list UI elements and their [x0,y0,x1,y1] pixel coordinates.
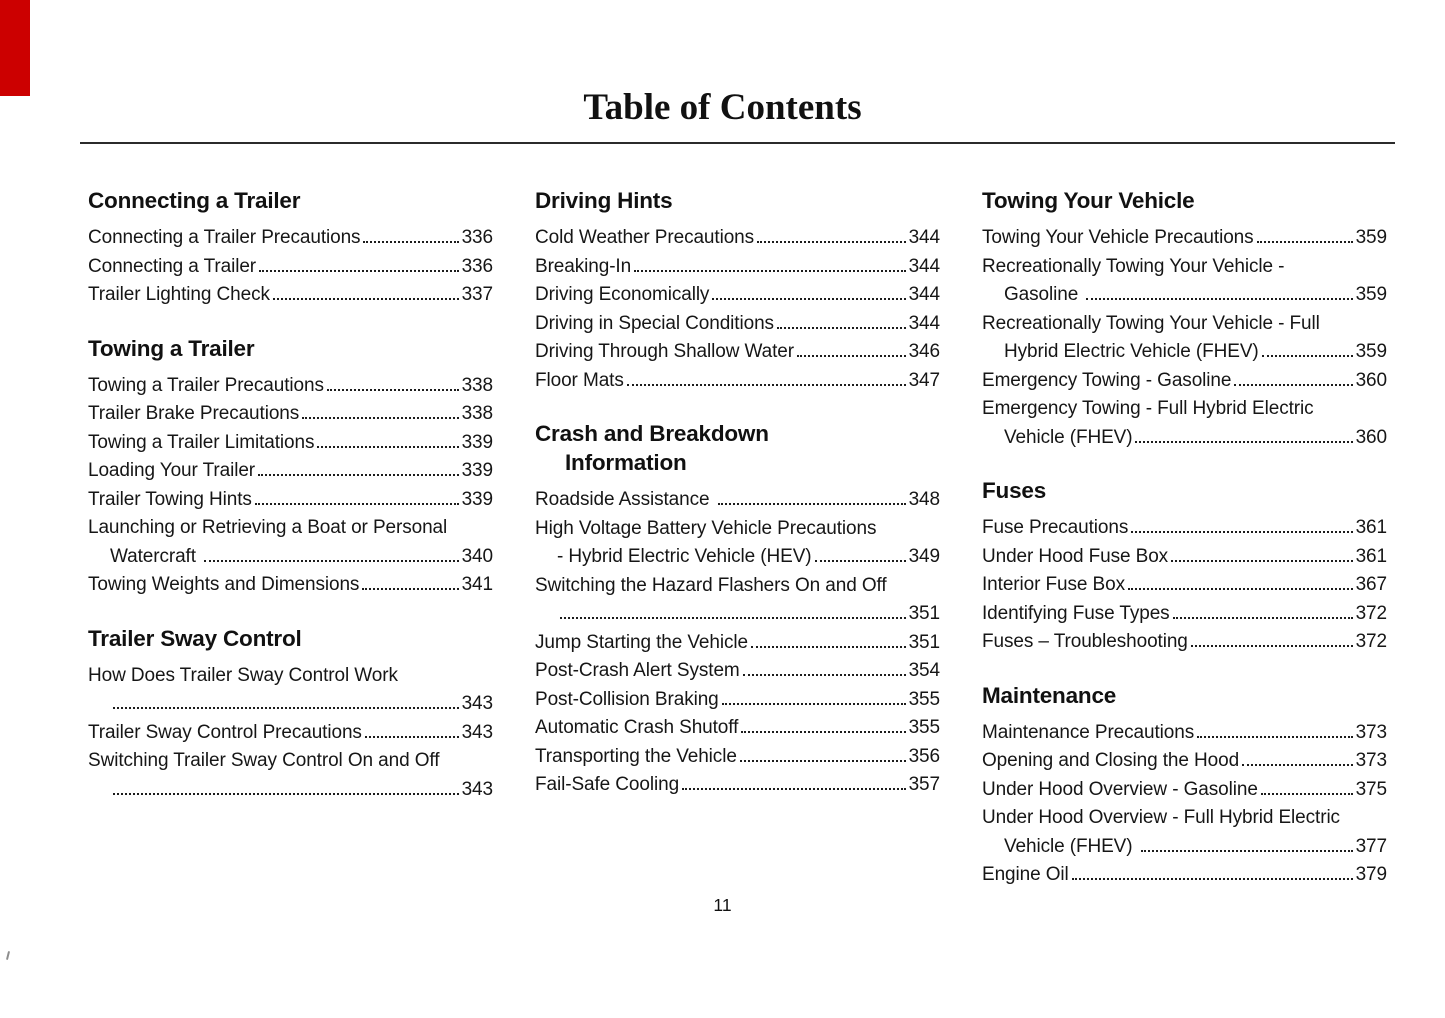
toc-entry [982,514,1387,543]
dot-leader [204,560,458,562]
toc-entry-line [982,571,1387,600]
entry-text: Towing Your Vehicle Precautions [982,227,1254,248]
toc-entry [982,367,1387,396]
toc-entry-line [88,253,493,282]
dot-leader [1135,441,1352,443]
entry-page-number: 373 [1355,750,1387,771]
entry-page-number: 341 [461,574,493,595]
toc-entry [982,600,1387,629]
entry-page-number: 339 [461,460,493,481]
entry-text: Jump Starting the Vehicle [535,631,748,653]
entry-text: Emergency Towing - Gasoline [982,369,1232,391]
toc-entry [88,429,493,458]
toc-entry [88,747,493,804]
entry-text: Towing Weights and Dimensions [88,574,360,595]
entry-page-number: 346 [908,341,940,362]
toc-entry [982,747,1387,776]
toc-entry-line [88,662,493,691]
toc-entry [982,861,1387,890]
toc-entry-line [88,400,493,429]
entry-page-number: 360 [1355,426,1387,448]
toc-entry-line [88,690,493,719]
toc-section [982,476,1387,657]
toc-column-3 [982,186,1387,914]
entry-text: Connecting a Trailer Precautions [88,227,361,248]
toc-entry [88,281,493,310]
toc-entry-line [982,719,1387,748]
toc-entry-line [982,543,1387,572]
entry-text: Loading Your Trailer [88,460,256,481]
dot-leader [258,474,459,476]
toc-entry-line [535,572,940,601]
entry-text: High Voltage Battery Vehicle Precautions [535,517,877,539]
dot-leader [560,617,906,619]
dot-leader [302,417,458,419]
toc-entry-line [88,747,493,776]
dot-leader [743,674,906,676]
section-title: Fuses [982,478,1047,503]
dot-leader [741,731,905,733]
entry-text: Towing a Trailer Limitations [88,431,315,453]
entry-page-number: 344 [908,227,940,248]
dot-leader [365,736,459,738]
entry-page-number: 336 [461,255,493,277]
section-title: Trailer Sway Control [88,625,302,651]
toc-entry [982,224,1387,253]
toc-column-2 [535,186,940,824]
entry-text: Floor Mats [535,369,624,391]
dot-leader [1191,645,1353,647]
toc-entry [982,776,1387,805]
toc-entry-line [535,743,940,772]
dot-leader [113,707,459,709]
dot-leader [1171,560,1353,562]
section-title: Driving Hints [535,188,673,213]
toc-entry-line [88,281,493,310]
toc-entry-line [88,571,493,600]
toc-section [982,186,1387,452]
toc-entry-line [535,600,940,629]
toc-entry-line [535,338,940,367]
entry-text: Launching or Retrieving a Boat or Personal [88,517,448,538]
entry-page-number: 375 [1355,778,1387,800]
toc-entry-line [88,719,493,748]
toc-entry-line [535,714,940,743]
toc-entry-line [88,457,493,486]
toc-entry-line [982,310,1387,339]
toc-entry-line [982,514,1387,543]
entry-page-number: 361 [1355,545,1387,567]
toc-entry-line [535,310,940,339]
dot-leader [1234,384,1352,386]
entry-text: Trailer Sway Control Precautions [88,721,362,743]
toc-entry-line [982,253,1387,282]
entry-page-number: 357 [908,774,940,795]
entry-text: Hybrid Electric Vehicle (FHEV) [1004,341,1259,362]
entry-page-number: 361 [1355,517,1387,538]
toc-entry [982,628,1387,657]
entry-text: Identifying Fuse Types [982,602,1170,624]
toc-entry-line [982,424,1387,453]
title-divider [80,142,1395,144]
section-title: Maintenance [982,682,1117,708]
toc-entry-line [535,253,940,282]
page-number: 11 [713,895,732,915]
entry-text: Recreationally Towing Your Vehicle - Full [982,312,1320,334]
toc-entry [982,395,1387,452]
toc-entry-line [88,776,493,805]
entry-text: Connecting a Trailer [88,255,257,277]
toc-entry [535,367,940,396]
toc-entry-line [88,514,493,543]
entry-text: Driving in Special Conditions [535,312,774,334]
toc-columns [88,186,1388,914]
dot-leader [682,788,906,790]
toc-entry-line [88,543,493,572]
entry-page-number: 339 [461,488,493,510]
entry-page-number: 351 [908,603,940,624]
entry-text: Opening and Closing the Hood [982,750,1240,771]
section-title: Connecting a Trailer [88,188,301,213]
dot-leader [627,384,906,386]
entry-text: Trailer Towing Hints [88,488,252,510]
toc-entry [982,804,1387,861]
entry-text: Switching the Hazard Flashers On and Off [535,574,887,596]
entry-page-number: 344 [908,255,940,277]
entry-text: Under Hood Overview - Gasoline [982,778,1258,800]
entry-page-number: 372 [1355,602,1387,624]
toc-section [535,419,940,800]
entry-page-number: 339 [461,431,493,453]
entry-page-number: 373 [1355,721,1387,743]
dot-leader [1128,588,1353,590]
toc-entry [982,571,1387,600]
entry-page-number: 343 [461,693,493,714]
dot-leader [712,298,905,300]
toc-entry-line [982,281,1387,310]
toc-entry [88,719,493,748]
dot-leader [317,446,458,448]
dot-leader [1141,850,1353,852]
toc-entry [535,253,940,282]
page-title: Table of Contents [583,87,862,128]
dot-leader [1262,355,1353,357]
entry-text: Fuse Precautions [982,517,1129,538]
toc-entry [88,514,493,571]
toc-entry-line [982,804,1387,833]
dot-leader [259,270,459,272]
toc-entry [535,771,940,800]
entry-page-number: 356 [908,745,940,767]
toc-section [88,186,493,310]
entry-text: Gasoline [1004,284,1084,305]
entry-page-number: 343 [461,721,493,743]
toc-entry [88,571,493,600]
entry-page-number: 349 [908,546,940,567]
toc-entry [535,338,940,367]
dot-leader [722,703,906,705]
dot-leader [1072,878,1353,880]
section-title: Towing a Trailer [88,335,255,361]
entry-text: Fail-Safe Cooling [535,774,680,795]
toc-entry-line [535,771,940,800]
entry-text: Driving Economically [535,284,710,305]
toc-entry [88,253,493,282]
toc-entry-line [535,281,940,310]
entry-text: Trailer Lighting Check [88,284,270,305]
toc-entry-line [535,486,940,515]
toc-entry-line [88,372,493,401]
entry-text: Recreationally Towing Your Vehicle - [982,255,1285,277]
entry-page-number: 351 [908,631,940,653]
entry-text: Watercraft [110,545,202,567]
entry-page-number: 359 [1355,341,1387,362]
dot-leader [777,327,906,329]
toc-entry-line [535,367,940,396]
toc-entry-line [982,600,1387,629]
toc-entry-line [982,861,1387,890]
toc-entry [535,686,940,715]
dot-leader [362,588,458,590]
dot-leader [273,298,459,300]
entry-page-number: 359 [1355,227,1387,248]
toc-entry [88,457,493,486]
toc-entry [88,400,493,429]
entry-page-number: 347 [908,369,940,391]
toc-entry-line [535,629,940,658]
toc-entry-line [982,628,1387,657]
toc-entry [88,372,493,401]
entry-text: Post-Collision Braking [535,688,719,710]
toc-entry-line [982,833,1387,862]
toc-entry [535,486,940,515]
entry-page-number: 360 [1355,369,1387,391]
toc-entry-line [982,338,1387,367]
toc-entry-line [982,367,1387,396]
entry-text: Under Hood Overview - Full Hybrid Electric [982,807,1340,828]
toc-entry [535,572,940,629]
dot-leader [1173,617,1353,619]
entry-text: Emergency Towing - Full Hybrid Electric [982,398,1314,419]
entry-page-number: 367 [1355,574,1387,595]
toc-entry [535,224,940,253]
toc-section [535,186,940,395]
entry-text: Breaking-In [535,255,632,277]
entry-text: How Does Trailer Sway Control Work [88,664,398,686]
entry-text: Roadside Assistance [535,489,715,510]
toc-entry-line [982,395,1387,424]
dot-leader [1257,241,1353,243]
section-title: Towing Your Vehicle [982,188,1195,213]
dot-leader [1131,531,1352,533]
entry-page-number: 344 [908,284,940,305]
toc-entry [982,253,1387,310]
dot-leader [363,241,458,243]
dot-leader [797,355,906,357]
toc-entry-line [535,224,940,253]
entry-page-number: 343 [461,778,493,800]
entry-text: Engine Oil [982,864,1069,885]
toc-section [88,624,493,805]
toc-entry-line [982,224,1387,253]
entry-text: Post-Crash Alert System [535,660,740,681]
toc-entry [535,714,940,743]
entry-text: Fuses – Troubleshooting [982,631,1188,652]
toc-entry-line [535,686,940,715]
dot-leader [815,560,906,562]
entry-text: Vehicle (FHEV) [1004,835,1138,857]
dot-leader [1197,736,1352,738]
entry-page-number: 338 [461,403,493,424]
toc-entry-line [88,429,493,458]
dot-leader [1086,298,1352,300]
toc-entry [535,657,940,686]
entry-text: Maintenance Precautions [982,721,1195,743]
dot-leader [1261,793,1353,795]
entry-text: Under Hood Fuse Box [982,545,1169,567]
entry-page-number: 359 [1355,284,1387,305]
entry-text: Trailer Brake Precautions [88,403,300,424]
dot-leader [1242,764,1353,766]
toc-entry [982,719,1387,748]
entry-page-number: 377 [1355,835,1387,857]
toc-entry [88,486,493,515]
toc-entry-line [88,486,493,515]
toc-section [982,681,1387,890]
entry-page-number: 340 [461,545,493,567]
entry-text: Driving Through Shallow Water [535,341,794,362]
dot-leader [751,646,906,648]
entry-text: - Hybrid Electric Vehicle (HEV) [557,546,812,567]
toc-entry-line [535,515,940,544]
dot-leader [113,793,459,795]
entry-page-number: 348 [908,489,940,510]
entry-text: Towing a Trailer Precautions [88,374,324,396]
entry-page-number: 372 [1355,631,1387,652]
toc-entry-line [535,657,940,686]
dot-leader [718,503,906,505]
toc-entry-line [88,224,493,253]
entry-page-number: 338 [461,374,493,396]
toc-section [88,334,493,600]
entry-page-number: 344 [908,312,940,334]
entry-page-number: 336 [461,227,493,248]
entry-page-number: 337 [461,284,493,305]
toc-entry [982,543,1387,572]
entry-text: Transporting the Vehicle [535,745,737,767]
entry-text: Vehicle (FHEV) [1004,426,1133,448]
toc-column-1 [88,186,493,828]
toc-entry-line [535,543,940,572]
entry-text: Cold Weather Precautions [535,227,755,248]
toc-entry [535,281,940,310]
dot-leader [327,389,459,391]
entry-text: Interior Fuse Box [982,574,1125,595]
dot-leader [757,241,906,243]
dot-leader [634,270,906,272]
toc-entry-line [982,747,1387,776]
entry-text: Switching Trailer Sway Control On and Off [88,750,440,771]
toc-entry [535,743,940,772]
entry-page-number: 379 [1355,864,1387,885]
scan-artifact [6,951,10,960]
toc-entry-line [982,776,1387,805]
section-title: Crash and Breakdown Information [535,421,769,475]
dot-leader [255,503,459,505]
entry-text: Automatic Crash Shutoff [535,717,739,738]
toc-entry [535,310,940,339]
entry-page-number: 355 [908,717,940,738]
entry-page-number: 354 [908,660,940,681]
toc-entry [535,515,940,572]
red-spine-tab [0,0,30,96]
dot-leader [740,760,906,762]
toc-entry [88,224,493,253]
toc-entry [535,629,940,658]
toc-entry [88,662,493,719]
toc-entry [982,310,1387,367]
entry-page-number: 355 [908,688,940,710]
